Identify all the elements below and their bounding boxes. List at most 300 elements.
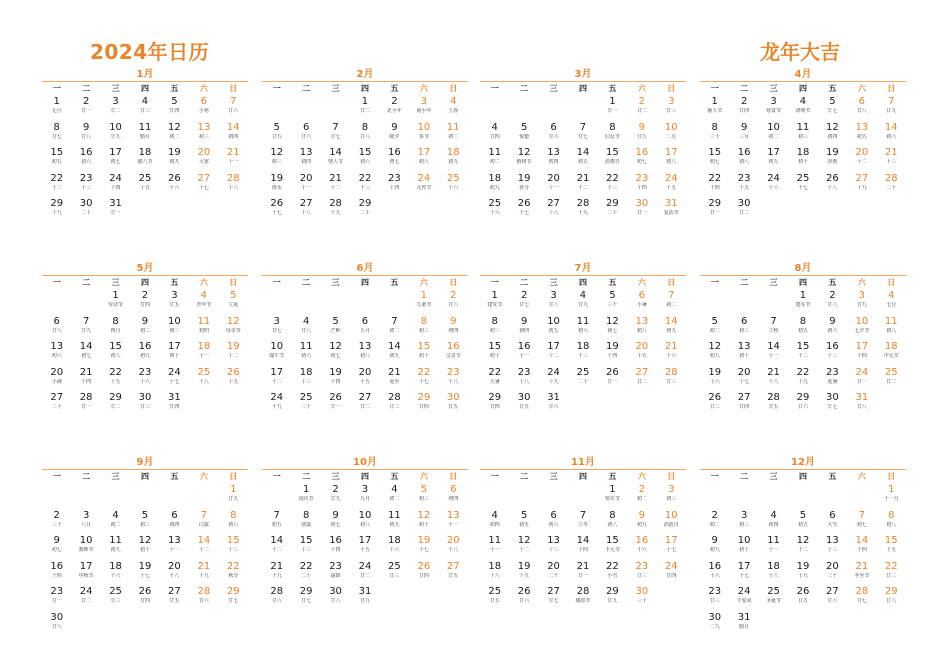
day-cell bbox=[350, 197, 379, 223]
lunar-label: 初八 bbox=[359, 521, 370, 528]
day-cell bbox=[439, 391, 468, 417]
day-cell bbox=[759, 585, 788, 611]
day-number: 10 bbox=[855, 315, 869, 327]
lunar-label: 廿一 bbox=[330, 404, 341, 410]
day-number: 5 bbox=[141, 509, 149, 521]
lunar-label: 儿童节 bbox=[416, 302, 432, 308]
day-cell bbox=[130, 315, 159, 341]
day-cell bbox=[729, 197, 758, 223]
lunar-label: 三月 bbox=[739, 133, 750, 140]
lunar-label: 小满 bbox=[51, 378, 62, 385]
lunar-label: 十九 bbox=[51, 210, 62, 216]
lunar-label: 廿四 bbox=[139, 302, 150, 308]
weekday-label: 五 bbox=[390, 84, 399, 93]
weekday-label: 五 bbox=[170, 472, 179, 481]
day-cell bbox=[291, 483, 320, 509]
day-cell bbox=[627, 315, 656, 341]
month-name: 6月 bbox=[356, 263, 374, 274]
day-number: 13 bbox=[737, 341, 751, 352]
day-number: 21 bbox=[388, 366, 401, 378]
lunar-label: 十八 bbox=[489, 572, 500, 579]
day-number: 6 bbox=[858, 96, 866, 107]
day-cell bbox=[539, 197, 568, 223]
day-number: 20 bbox=[737, 366, 751, 378]
weekday-label: 三 bbox=[549, 472, 558, 481]
weekday-label: 六 bbox=[199, 84, 208, 93]
day-cell bbox=[539, 534, 568, 560]
lunar-label: 廿一 bbox=[110, 210, 121, 216]
day-cell bbox=[439, 315, 468, 341]
day-cell bbox=[657, 289, 686, 315]
day-cell bbox=[480, 340, 509, 366]
day-number: 25 bbox=[488, 198, 502, 209]
lunar-label: 十九 bbox=[271, 572, 282, 579]
day-cell bbox=[818, 366, 847, 392]
day-number: 19 bbox=[796, 560, 810, 572]
day-cell bbox=[380, 366, 409, 392]
day-cell bbox=[700, 121, 729, 147]
day-number: 16 bbox=[635, 535, 649, 546]
lunar-label: 初十 bbox=[169, 353, 180, 359]
lunar-label: 青年节 bbox=[196, 302, 212, 308]
lunar-label: 十四 bbox=[330, 378, 341, 385]
lunar-label: 初四 bbox=[827, 133, 838, 140]
day-cell bbox=[71, 391, 100, 417]
lunar-label: 廿四 bbox=[739, 404, 750, 410]
day-cell bbox=[219, 340, 248, 366]
lunar-label: 初八 bbox=[666, 159, 677, 165]
weekday-label: 五 bbox=[608, 84, 617, 93]
day-cell bbox=[788, 172, 817, 198]
day-cell bbox=[42, 95, 71, 121]
day-number: 26 bbox=[138, 586, 152, 597]
day-number: 3 bbox=[550, 290, 557, 301]
day-cell bbox=[539, 585, 568, 611]
day-number: 21 bbox=[270, 560, 284, 572]
day-cell bbox=[380, 560, 409, 586]
day-cell bbox=[71, 146, 100, 172]
day-cell bbox=[509, 366, 538, 392]
day-cell bbox=[729, 585, 758, 611]
weekday-label: 四 bbox=[798, 278, 807, 287]
day-number: 2 bbox=[82, 96, 90, 107]
day-cell bbox=[598, 483, 627, 509]
day-number: 20 bbox=[358, 366, 372, 378]
lunar-label: 十七 bbox=[418, 378, 429, 385]
lunar-label: 白露 bbox=[198, 521, 209, 528]
lunar-label: 十四 bbox=[51, 572, 62, 579]
day-number: 2 bbox=[53, 509, 60, 521]
lunar-label: 夏至 bbox=[389, 378, 400, 385]
day-cell bbox=[291, 366, 320, 392]
lunar-label: 初二 bbox=[389, 327, 400, 334]
weekday-label: 四 bbox=[360, 472, 369, 481]
day-number: 14 bbox=[270, 535, 284, 546]
lunar-label: 冬至节 bbox=[854, 572, 870, 579]
day-number: 12 bbox=[796, 535, 810, 546]
weekday-label: 六 bbox=[857, 472, 866, 481]
day-number: 27 bbox=[737, 392, 751, 403]
lunar-label: 初九 bbox=[709, 547, 720, 553]
day-cell bbox=[818, 534, 847, 560]
day-number: 18 bbox=[299, 366, 313, 378]
day-cell bbox=[130, 121, 159, 147]
day-number: 3 bbox=[361, 484, 369, 495]
lunar-label: 十三 bbox=[81, 184, 92, 191]
day-cell bbox=[130, 340, 159, 366]
day-number: 5 bbox=[420, 484, 428, 495]
day-cell bbox=[219, 534, 248, 560]
lunar-label: 处暑 bbox=[827, 378, 838, 385]
day-cell bbox=[759, 146, 788, 172]
day-cell bbox=[189, 340, 218, 366]
day-cell bbox=[759, 366, 788, 392]
day-number: 26 bbox=[417, 560, 431, 572]
day-number: 12 bbox=[606, 315, 619, 327]
lunar-label: 十八 bbox=[448, 378, 459, 385]
day-cell bbox=[101, 366, 130, 392]
lunar-label: 十一 bbox=[768, 353, 779, 359]
day-number: 18 bbox=[767, 560, 780, 572]
day-cell bbox=[101, 197, 130, 223]
lunar-label: 廿五 bbox=[271, 133, 282, 140]
day-cell bbox=[189, 172, 218, 198]
day-cell bbox=[350, 560, 379, 586]
day-cell bbox=[877, 509, 906, 535]
lunar-label: 初二 bbox=[636, 496, 647, 502]
lunar-label: 初二 bbox=[139, 327, 150, 334]
month-block bbox=[700, 262, 906, 417]
day-number: 14 bbox=[855, 535, 869, 546]
day-cell bbox=[409, 509, 438, 535]
calendar-title: 2024年日历 bbox=[90, 40, 210, 64]
lunar-label: 廿八 bbox=[301, 327, 312, 334]
day-number: 7 bbox=[230, 96, 237, 107]
day-number: 20 bbox=[547, 172, 560, 184]
day-cell bbox=[729, 315, 758, 341]
empty-cell bbox=[480, 483, 509, 509]
lunar-label: 廿八 bbox=[827, 302, 838, 308]
weekday-label: 六 bbox=[637, 472, 646, 481]
day-number: 30 bbox=[737, 198, 751, 209]
day-cell bbox=[101, 534, 130, 560]
day-cell bbox=[262, 172, 291, 198]
empty-cell bbox=[42, 289, 71, 315]
day-number: 22 bbox=[708, 172, 722, 184]
day-cell bbox=[130, 289, 159, 315]
day-number: 12 bbox=[270, 147, 284, 158]
lunar-label: 七夕节 bbox=[854, 327, 870, 334]
weekday-header bbox=[262, 82, 468, 95]
lunar-label: 廿八 bbox=[548, 302, 559, 308]
day-number: 28 bbox=[576, 198, 590, 209]
day-number: 28 bbox=[79, 392, 93, 403]
day-cell bbox=[700, 560, 729, 586]
day-cell bbox=[291, 121, 320, 147]
day-number: 31 bbox=[855, 392, 869, 403]
lunar-label: 国庆节 bbox=[298, 496, 314, 502]
day-number: 17 bbox=[664, 535, 678, 546]
lunar-label: 廿五 bbox=[797, 598, 808, 604]
lunar-label: 南小年 bbox=[416, 108, 432, 114]
day-cell bbox=[700, 391, 729, 417]
lunar-label: 十七 bbox=[666, 547, 677, 553]
day-number: 13 bbox=[446, 509, 460, 521]
days-grid bbox=[262, 95, 468, 223]
lunar-label: 小寒 bbox=[198, 108, 209, 114]
day-cell bbox=[101, 315, 130, 341]
day-cell bbox=[568, 534, 597, 560]
day-cell bbox=[759, 340, 788, 366]
lunar-label: 廿七 bbox=[301, 598, 312, 604]
weekday-header bbox=[262, 276, 468, 289]
lunar-label: 初七 bbox=[81, 353, 92, 359]
day-number: 15 bbox=[226, 535, 240, 546]
day-cell bbox=[877, 315, 906, 341]
day-number: 19 bbox=[329, 366, 342, 378]
day-number: 10 bbox=[664, 121, 678, 133]
day-cell bbox=[350, 315, 379, 341]
lunar-label: 立秋 bbox=[768, 327, 779, 334]
lunar-label: 大寒 bbox=[198, 159, 209, 165]
day-cell bbox=[130, 366, 159, 392]
day-number: 8 bbox=[799, 315, 807, 327]
lunar-label: 二十 bbox=[548, 572, 559, 579]
lunar-label: 初五 bbox=[519, 521, 530, 528]
day-number: 11 bbox=[138, 121, 152, 133]
day-cell bbox=[818, 391, 847, 417]
lunar-label: 寒衣节 bbox=[604, 496, 620, 502]
day-cell bbox=[71, 95, 100, 121]
weekday-label: 六 bbox=[637, 278, 646, 287]
day-cell bbox=[627, 95, 656, 121]
weekday-label: 日 bbox=[449, 84, 458, 93]
lunar-label: 十九 bbox=[271, 404, 282, 410]
lunar-label: 大暑 bbox=[489, 378, 500, 385]
lunar-label: 廿三 bbox=[139, 108, 150, 114]
lunar-label: 十九 bbox=[797, 572, 808, 579]
day-number: 22 bbox=[299, 560, 313, 572]
day-number: 9 bbox=[391, 121, 398, 133]
lunar-label: 十三 bbox=[827, 547, 838, 553]
day-cell bbox=[759, 315, 788, 341]
day-cell bbox=[729, 611, 758, 637]
lunar-label: 植树节 bbox=[516, 159, 532, 165]
day-number: 24 bbox=[109, 172, 122, 184]
lunar-label: 二十 bbox=[359, 210, 370, 216]
day-cell bbox=[847, 121, 876, 147]
day-number: 20 bbox=[547, 560, 560, 572]
day-cell bbox=[262, 366, 291, 392]
month-name: 7月 bbox=[574, 263, 592, 274]
empty-cell bbox=[729, 289, 758, 315]
day-cell bbox=[627, 197, 656, 223]
weekday-header bbox=[480, 82, 686, 95]
day-cell bbox=[657, 121, 686, 147]
day-number: 11 bbox=[488, 147, 502, 158]
day-number: 8 bbox=[420, 315, 428, 327]
day-number: 25 bbox=[488, 586, 502, 597]
lunar-label: 廿八 bbox=[51, 623, 62, 630]
lunar-label: 十三 bbox=[827, 353, 838, 359]
month-name: 9月 bbox=[136, 457, 154, 468]
empty-cell bbox=[189, 483, 218, 509]
lunar-label: 廿八 bbox=[51, 327, 62, 334]
lunar-label: 廿四 bbox=[418, 572, 429, 579]
day-number: 1 bbox=[609, 96, 616, 107]
lunar-label: 平安夜 bbox=[736, 598, 752, 604]
day-cell bbox=[700, 585, 729, 611]
lunar-label: 十五 bbox=[886, 547, 897, 553]
day-cell bbox=[627, 366, 656, 392]
lunar-label: 初八 bbox=[110, 353, 121, 359]
month-name: 11月 bbox=[571, 457, 595, 468]
weekday-header bbox=[700, 470, 906, 483]
day-number: 16 bbox=[50, 560, 64, 572]
day-cell bbox=[189, 315, 218, 341]
day-cell bbox=[321, 391, 350, 417]
day-number: 31 bbox=[737, 611, 751, 623]
lunar-label: 初六 bbox=[81, 159, 92, 165]
lunar-label: 廿三 bbox=[636, 572, 647, 579]
day-cell bbox=[101, 172, 130, 198]
day-number: 2 bbox=[141, 290, 149, 301]
day-cell bbox=[219, 509, 248, 535]
day-cell bbox=[700, 534, 729, 560]
day-cell bbox=[439, 509, 468, 535]
lunar-label: 初二 bbox=[768, 133, 779, 140]
lunar-label: 初十 bbox=[418, 521, 429, 528]
day-cell bbox=[291, 585, 320, 611]
lunar-label: 十九 bbox=[856, 184, 867, 191]
day-cell bbox=[759, 560, 788, 586]
day-number: 15 bbox=[708, 147, 722, 158]
day-number: 19 bbox=[826, 147, 839, 158]
day-number: 29 bbox=[606, 586, 619, 597]
day-number: 25 bbox=[576, 366, 590, 378]
day-number: 9 bbox=[740, 121, 748, 133]
lunar-label: 初二 bbox=[709, 521, 720, 528]
lunar-label: 廿五 bbox=[169, 598, 180, 604]
lunar-label: 廿一 bbox=[709, 210, 720, 216]
day-cell bbox=[847, 509, 876, 535]
empty-cell bbox=[71, 289, 100, 315]
day-number: 12 bbox=[708, 341, 722, 352]
day-cell bbox=[818, 340, 847, 366]
month-name: 8月 bbox=[794, 263, 812, 274]
lunar-label: 初七 bbox=[330, 521, 341, 528]
day-cell bbox=[568, 315, 597, 341]
day-number: 10 bbox=[547, 315, 560, 327]
day-cell bbox=[262, 560, 291, 586]
day-number: 11 bbox=[388, 509, 401, 521]
day-cell bbox=[598, 366, 627, 392]
day-number: 22 bbox=[606, 172, 619, 184]
day-number: 23 bbox=[635, 172, 649, 184]
day-number: 7 bbox=[82, 315, 90, 327]
day-cell bbox=[71, 585, 100, 611]
day-number: 29 bbox=[417, 392, 431, 403]
day-cell bbox=[42, 391, 71, 417]
lunar-label: 十四 bbox=[607, 353, 618, 359]
day-cell bbox=[729, 172, 758, 198]
day-number: 8 bbox=[491, 315, 498, 327]
day-cell bbox=[439, 146, 468, 172]
lunar-label: 教师节 bbox=[78, 547, 94, 553]
lunar-label: 初七 bbox=[330, 353, 341, 359]
day-number: 7 bbox=[888, 96, 895, 107]
day-cell bbox=[598, 315, 627, 341]
day-cell bbox=[219, 172, 248, 198]
lunar-label: 廿九 bbox=[330, 496, 341, 502]
month-name: 1月 bbox=[136, 69, 154, 80]
day-cell bbox=[509, 197, 538, 223]
day-cell bbox=[291, 391, 320, 417]
day-number: 30 bbox=[826, 392, 839, 403]
lunar-label: 初九 bbox=[666, 327, 677, 334]
day-number: 19 bbox=[138, 560, 152, 572]
lunar-label: 十九 bbox=[797, 378, 808, 385]
lunar-label: 初十 bbox=[489, 353, 500, 359]
empty-cell bbox=[509, 95, 538, 121]
day-number: 23 bbox=[79, 172, 93, 184]
day-number: 4 bbox=[491, 121, 498, 133]
lunar-label: 初七 bbox=[51, 547, 62, 553]
lunar-label: 十四 bbox=[577, 547, 588, 553]
weekday-label: 二 bbox=[740, 278, 749, 287]
day-number: 11 bbox=[767, 535, 780, 546]
day-cell bbox=[729, 560, 758, 586]
day-cell bbox=[700, 509, 729, 535]
day-cell bbox=[101, 560, 130, 586]
month-block bbox=[700, 68, 906, 223]
day-cell bbox=[160, 146, 189, 172]
lunar-label: 初七 bbox=[856, 521, 867, 528]
day-number: 4 bbox=[888, 290, 895, 301]
lunar-label: 初八 bbox=[886, 521, 897, 528]
day-number: 5 bbox=[799, 509, 807, 521]
day-cell bbox=[350, 172, 379, 198]
lunar-label: 初四 bbox=[448, 496, 459, 502]
day-number: 9 bbox=[638, 509, 646, 521]
day-cell bbox=[818, 172, 847, 198]
day-number: 19 bbox=[606, 341, 619, 352]
day-cell bbox=[818, 585, 847, 611]
day-cell bbox=[42, 172, 71, 198]
day-number: 13 bbox=[547, 147, 560, 158]
lunar-label: 中元节 bbox=[883, 353, 899, 359]
day-number: 21 bbox=[329, 172, 342, 184]
day-cell bbox=[439, 483, 468, 509]
day-number: 6 bbox=[450, 484, 457, 495]
day-number: 31 bbox=[664, 198, 678, 209]
empty-cell bbox=[729, 483, 758, 509]
day-cell bbox=[539, 172, 568, 198]
day-cell bbox=[219, 289, 248, 315]
day-cell bbox=[657, 315, 686, 341]
lunar-label: 初十 bbox=[139, 547, 150, 553]
weekday-label: 日 bbox=[229, 278, 238, 287]
day-cell bbox=[539, 340, 568, 366]
lunar-label: 清明节 bbox=[795, 108, 811, 114]
lunar-label: 廿八 bbox=[856, 404, 867, 410]
lunar-label: 腊八节 bbox=[137, 159, 153, 165]
day-cell bbox=[877, 289, 906, 315]
lunar-label: 廿三 bbox=[389, 404, 400, 410]
day-number: 29 bbox=[299, 586, 313, 597]
lunar-label: 十三 bbox=[607, 184, 618, 191]
lunar-label: 建党节 bbox=[487, 302, 503, 308]
